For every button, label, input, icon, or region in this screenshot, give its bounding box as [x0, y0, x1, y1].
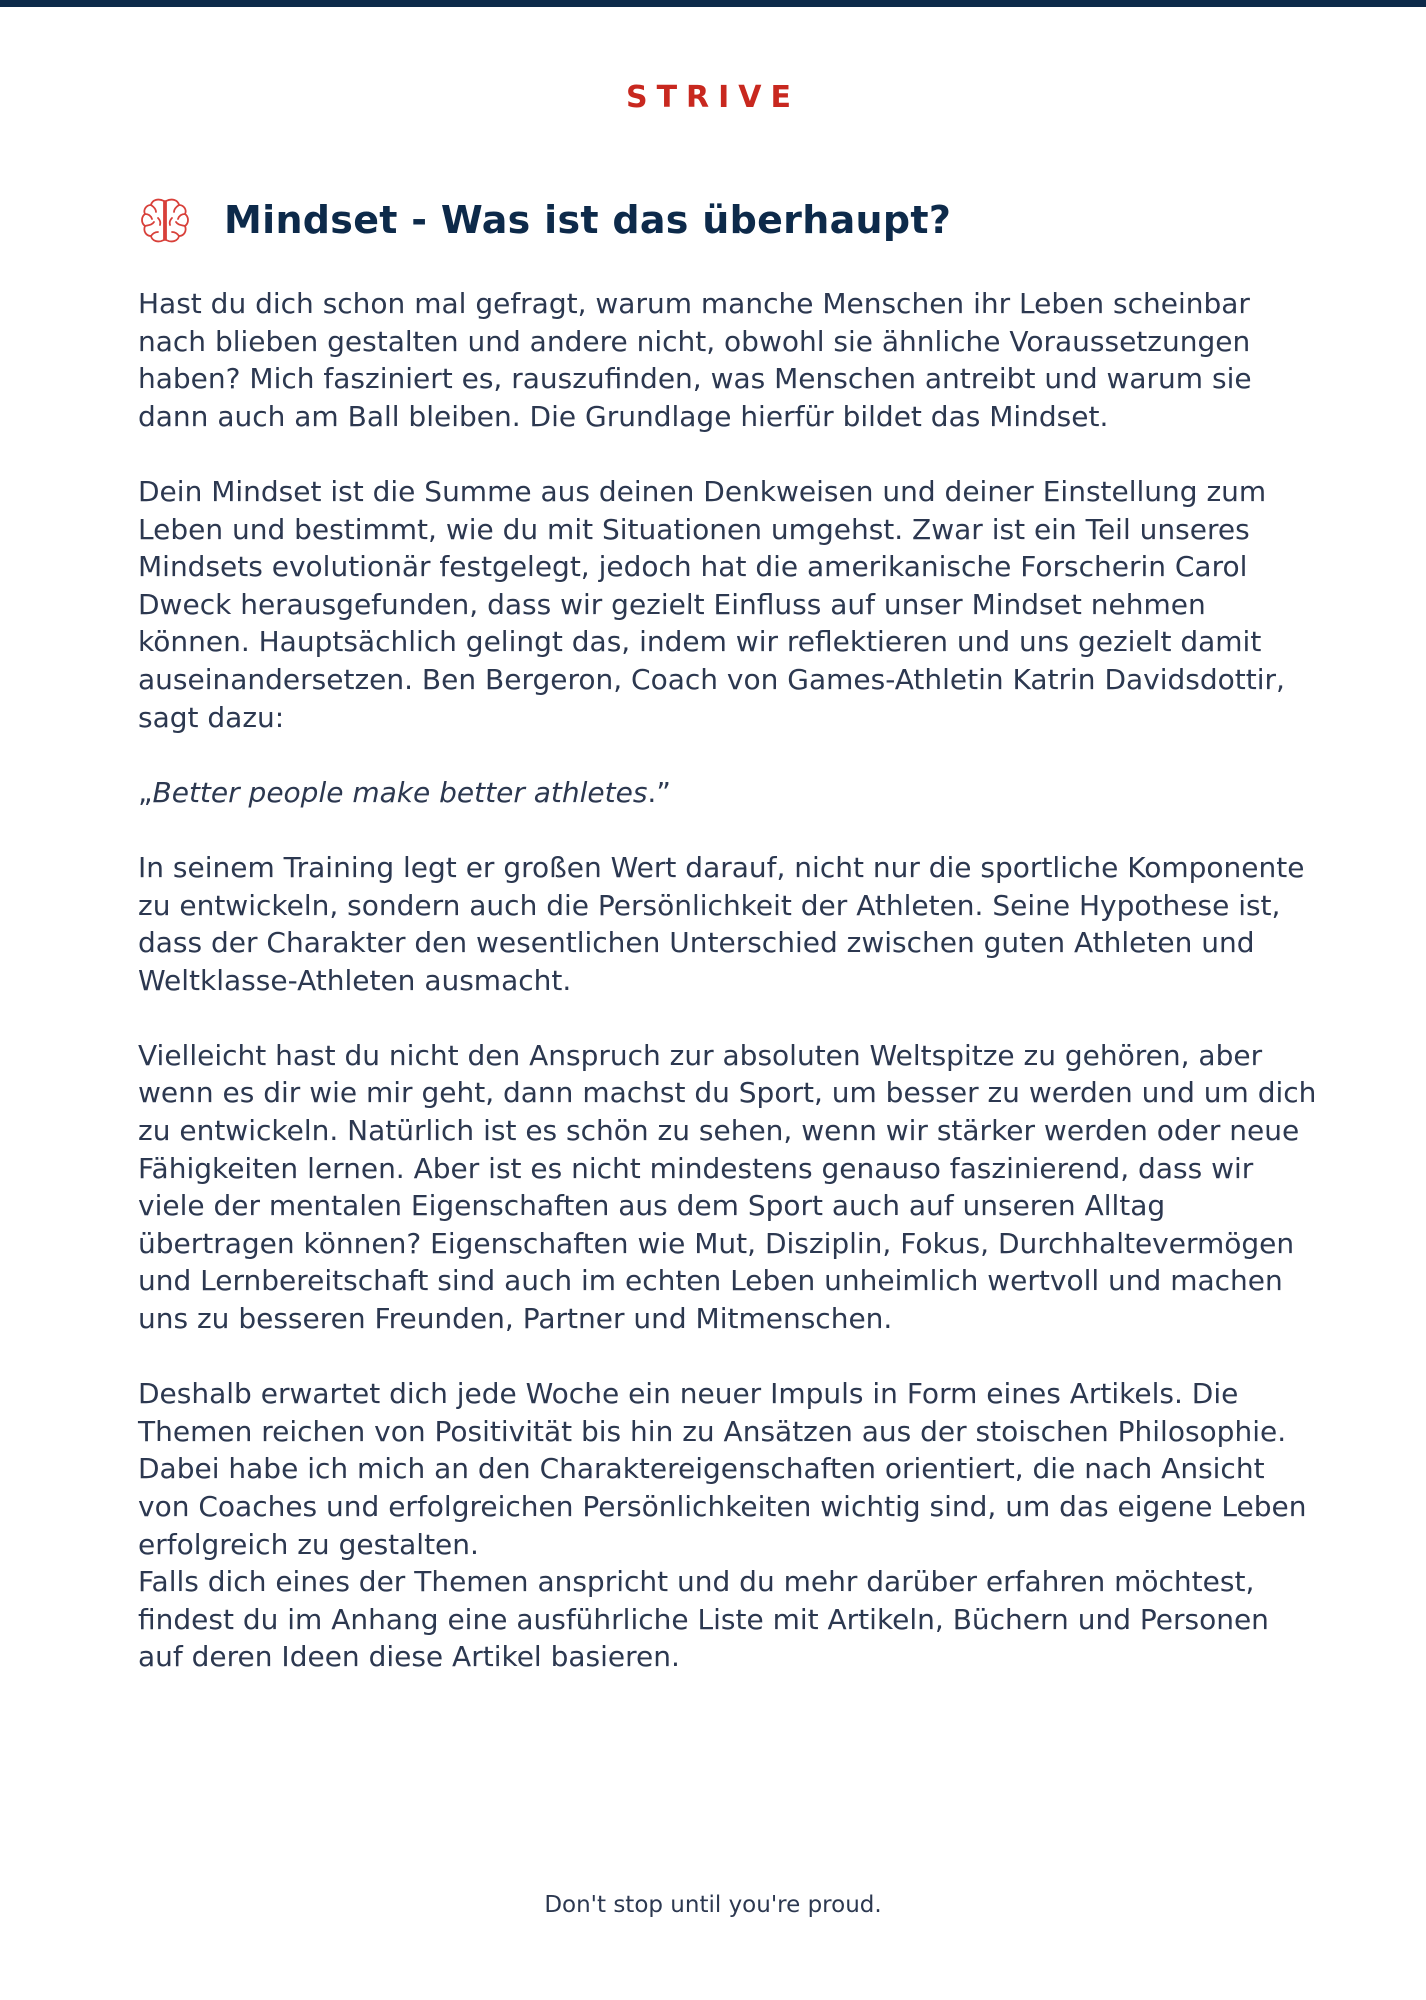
paragraph-training: In seinem Training legt er großen Wert darauf, nicht nur die sportliche Komponente zu entwickeln, sondern auch die Persönlichkeit der Athleten. Seine Hypothese ist, dass der Charakter den wesentlichen Unterschied zwischen guten Athleten und Weltklasse-Athleten ausmacht.: [138, 850, 1305, 997]
top-bar: [0, 0, 1426, 7]
quote: [138, 774, 1318, 812]
brain-icon: [138, 193, 192, 247]
paragraph-intro: Hast du dich schon mal gefragt, warum manche Menschen ihr Leben scheinbar nach blieben gestalten und andere nicht, obwohl sie ähnliche Voraussetzungen haben? Mich fasziniert es, rauszufinden, was Menschen antreibt und warum sie dann auch am Ball bleiben. Die Grundlage hierfür bildet das Mindset.: [138, 287, 1252, 433]
footer-tagline: Don't stop until you're proud.: [544, 1892, 882, 1918]
paragraph-appendix-note: Falls dich eines der Themen anspricht und du mehr darüber erfahren möchtest, findest du im Anhang eine ausführliche Liste mit Artikeln, Büchern und Personen auf deren Ideen diese Artikel basieren.: [138, 1565, 1269, 1674]
paragraph-weekly-impulse: Deshalb erwartet dich jede Woche ein neuer Impuls in Form eines Artikels. Die Themen reichen von Positivität bis hin zu Ansätzen aus der stoischen Philosophie. Dabei habe ich mich an den Charaktereigenschaften orientiert, die nach Ansicht von Coaches und erfolgreichen Persönlichkeiten wichtig sind, um das eigene Leben erfolgreich zu gestalten.: [138, 1377, 1307, 1561]
page-title: Mindset - Was ist das überhaupt?: [224, 198, 952, 242]
paragraph-mindset-definition: Dein Mindset ist die Summe aus deinen Denkweisen und deiner Einstellung zum Leben und bestimmt, wie du mit Situationen umgehst. Zwar ist ein Teil unseres Mindsets evolutionär festgelegt, jedoch hat die amerikanische Forscherin Carol Dweck herausgefunden, dass wir gezielt Einfluss auf unser Mindset nehmen können. Hauptsächlich gelingt das, indem wir reflektieren und uns gezielt damit auseinandersetzen. Ben Bergeron, Coach von Games-Athletin Katrin Davidsdottir, sagt dazu:: [138, 474, 1285, 734]
brand-logo-text: STRIVE: [625, 80, 801, 115]
article-body: [138, 285, 1318, 1676]
quote-close-mark: .”: [647, 775, 671, 809]
quote-text: Better people make better athletes: [152, 775, 648, 809]
paragraph-everyday-transfer: Vielleicht hast du nicht den Anspruch zur absoluten Weltspitze zu gehören, aber wenn es dir wie mir geht, dann machst du Sport, um besser zu werden und um dich zu entwickeln. Natürlich ist es schön zu sehen, wenn wir stärker werden oder neue Fähigkeiten lernen. Aber ist es nicht mindestens genauso faszinierend, dass wir viele der mentalen Eigenschaften aus dem Sport auch auf unseren Alltag übertragen können? Eigenschaften wie Mut, Disziplin, Fokus, Durchhaltevermögen und Lernbereitschaft sind auch im echten Leben unheimlich wertvoll und machen uns zu besseren Freunden, Partner und Mitmenschen.: [138, 1038, 1317, 1336]
quote-open-mark: „: [138, 775, 153, 809]
section-heading-row: [138, 188, 951, 252]
